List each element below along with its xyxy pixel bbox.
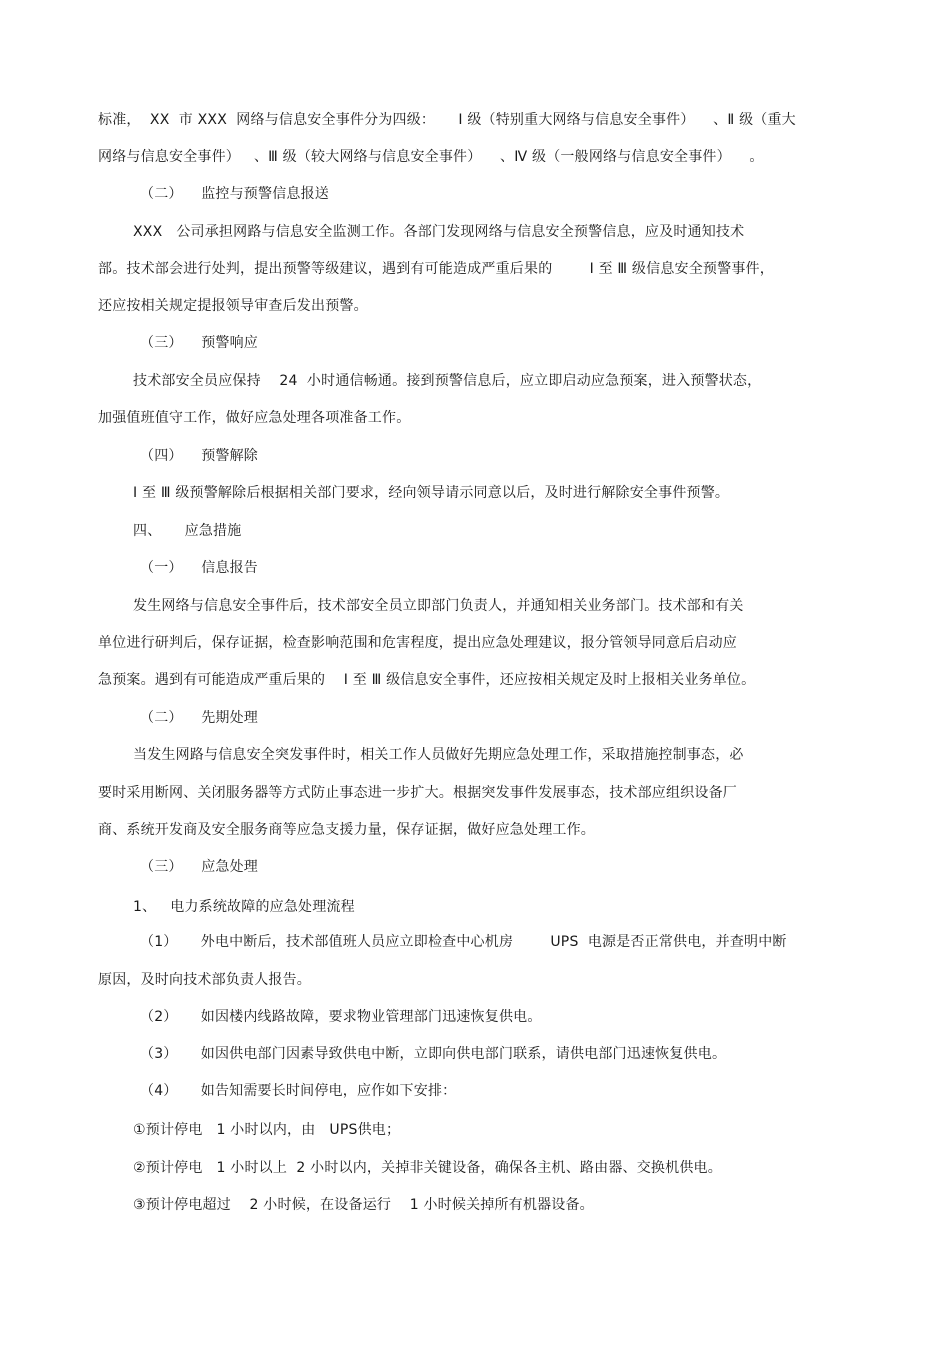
text-line: 商、系统开发商及安全服务商等应急支援力量，保存证据，做好应急处理工作。 bbox=[98, 822, 595, 838]
text-line: 部。技术部会进行处判，提出预警等级建议，遇到有可能造成严重后果的 Ⅰ 至 Ⅲ 级信息安全预警事件， bbox=[98, 261, 774, 277]
text-line: 发生网络与信息安全事件后，技术部安全员立即部门负责人，并通知相关业务部门。技术部和有关 bbox=[133, 598, 744, 614]
text-line: Ⅰ 至 Ⅲ 级预警解除后根据相关部门要求，经向领导请示同意以后，及时进行解除安全事件预警。 bbox=[133, 485, 730, 501]
text-line: XXX 公司承担网路与信息安全监测工作。各部门发现网络与信息安全预警信息，应及时通知技术 bbox=[133, 224, 745, 240]
list-item: （3） 如因供电部门因素导致供电中断，立即向供电部门联系，请供电部门迅速恢复供电。 bbox=[140, 1046, 727, 1062]
list-item: （1） 外电中断后，技术部值班人员应立即检查中心机房 UPS 电源是否正常供电，并查明中断 bbox=[140, 934, 787, 950]
list-item: ①预计停电 1 小时以内，由 UPS供电； bbox=[133, 1122, 401, 1138]
text-line: 原因，及时向技术部负责人报告。 bbox=[98, 972, 311, 988]
section-heading: （二） 先期处理 bbox=[140, 710, 259, 726]
text-line: 还应按相关规定提报领导审查后发出预警。 bbox=[98, 298, 368, 314]
list-item: ②预计停电 1 小时以上 2 小时以内，关掉非关键设备，确保各主机、路由器、交换机供电。 bbox=[133, 1160, 722, 1176]
subsection-heading: 1、 电力系统故障的应急处理流程 bbox=[133, 899, 355, 915]
list-item: （4） 如告知需要长时间停电，应作如下安排： bbox=[140, 1083, 457, 1099]
text-line: 当发生网路与信息安全突发事件时，相关工作人员做好先期应急处理工作，采取措施控制事态，必 bbox=[133, 747, 744, 763]
section-heading: （二） 监控与预警信息报送 bbox=[140, 186, 329, 202]
text-line: 标准， XX 市 XXX 网络与信息安全事件分为四级： Ⅰ 级（特别重大网络与信息安全事件） 、Ⅱ 级（重大 bbox=[98, 112, 796, 128]
text-line: 单位进行研判后，保存证据，检查影响范围和危害程度，提出应急处理建议，报分管领导同意后启动应 bbox=[98, 635, 737, 651]
text-line: 技术部安全员应保持 24 小时通信畅通。接到预警信息后，应立即启动应急预案，进入预警状态， bbox=[133, 373, 762, 389]
text-line: 要时采用断网、关闭服务器等方式防止事态进一步扩大。根据突发事件发展事态，技术部应组织设备厂 bbox=[98, 785, 737, 801]
text-line: 急预案。遇到有可能造成严重后果的 Ⅰ 至 Ⅲ 级信息安全事件，还应按相关规定及时上报相关业务单位。 bbox=[98, 672, 756, 688]
list-item: ③预计停电超过 2 小时候，在设备运行 1 小时候关掉所有机器设备。 bbox=[133, 1197, 594, 1213]
section-heading: （四） 预警解除 bbox=[140, 448, 259, 464]
text-line: 加强值班值守工作，做好应急处理各项准备工作。 bbox=[98, 410, 411, 426]
list-item: （2） 如因楼内线路故障，要求物业管理部门迅速恢复供电。 bbox=[140, 1009, 542, 1025]
section-heading: （三） 预警响应 bbox=[140, 335, 259, 351]
text-line: 网络与信息安全事件） 、Ⅲ 级（较大网络与信息安全事件） 、Ⅳ 级（一般网络与信息安全事件） 。 bbox=[98, 149, 764, 165]
section-heading: （一） 信息报告 bbox=[140, 560, 259, 576]
chapter-heading: 四、 应急措施 bbox=[133, 523, 242, 539]
section-heading: （三） 应急处理 bbox=[140, 859, 259, 875]
